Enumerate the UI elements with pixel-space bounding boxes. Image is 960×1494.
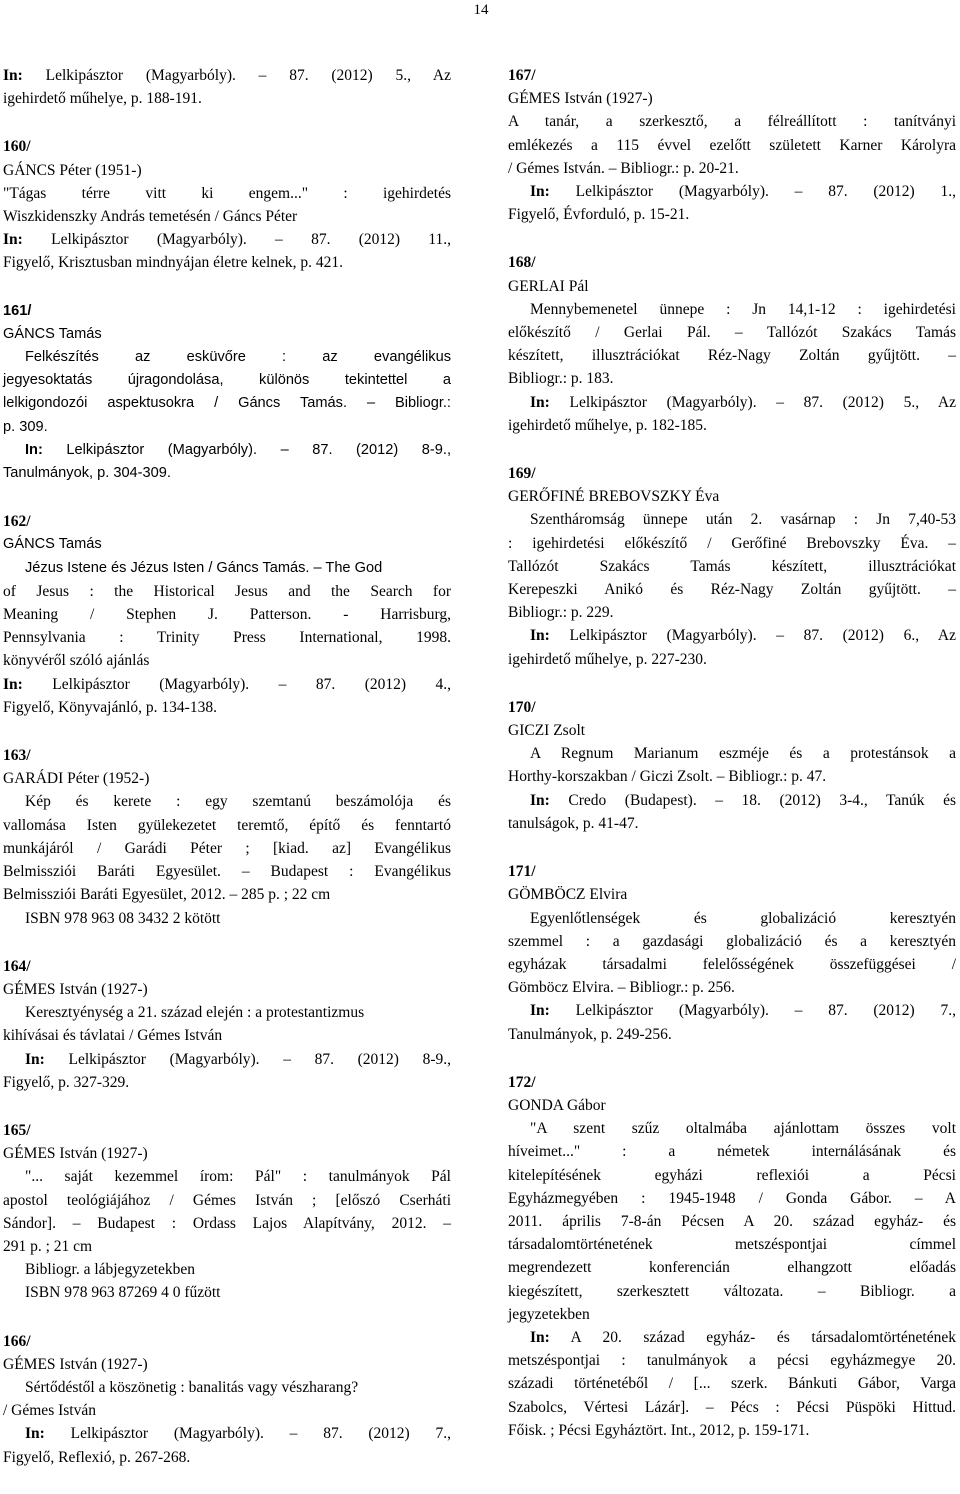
entry-line: ISBN 978 963 87269 4 0 fűzött: [25, 1284, 221, 1302]
entry-line: A Regnum Marianum eszméje és a protestánsok a: [530, 745, 956, 763]
entry-164: [3, 955, 451, 1094]
entry-line: igehirdető műhelye, p. 182-185.: [508, 416, 707, 434]
entry-line: "A szent szűz oltalmába ajánlottam összes volt: [530, 1120, 956, 1138]
entry-line: Egyházmegyében : 1945-1948 / Gonda Gábor. – A: [508, 1189, 956, 1207]
entry-line: Belmissziói Baráti Egyesület, 2012. – 285 p. ; 22 cm: [3, 886, 331, 904]
entry-170: [508, 696, 956, 835]
entry-line: Jézus Istene és Jézus Isten / Gáncs Tamás. – The God: [25, 559, 383, 576]
entry-number: 161/: [3, 302, 32, 319]
entry-line: In: Lelkipásztor (Magyarbóly). – 87. (2012) 11.,: [3, 231, 451, 249]
entry-number: 170/: [508, 698, 536, 716]
entry-line: Figyelő, Krisztusban mindnyájan életre kelnek, p. 421.: [3, 254, 344, 272]
entry-line: jegyzetekben: [508, 1305, 590, 1323]
entry-line: Egyenlőtlenségek és globalizáció keresztyén: [530, 909, 956, 927]
entry-171: [508, 860, 956, 1046]
entry-line: / Gémes István: [3, 1402, 96, 1420]
entry-line: Figyelő, Könyvajánló, p. 134-138.: [3, 698, 217, 716]
entry-163: [3, 744, 451, 930]
entry-line: tanulságok, p. 41-47.: [508, 814, 639, 832]
entry-author: GERLAI Pál: [508, 277, 589, 295]
entry-number: 169/: [508, 465, 536, 483]
entry-line: In: Lelkipásztor (Magyarbóly). – 87. (2012) 8-9.,: [25, 441, 451, 458]
entry-line: In: Lelkipásztor (Magyarbóly). – 87. (2012) 1.,: [530, 183, 956, 201]
entry-172: [508, 1071, 956, 1442]
entry-line: kihívásai és távlatai / Gémes István: [3, 1027, 223, 1045]
entry-author: GÉMES István (1927-): [3, 1145, 148, 1163]
entry-author: GÁNCS Tamás: [3, 325, 102, 342]
entry-line: In: Lelkipásztor (Magyarbóly). – 87. (2012) 8-9.,: [25, 1050, 451, 1068]
entry-161: [3, 300, 451, 486]
entry-line: előkészítő / Gerlai Pál. – Tallózót Szakács Tamás: [508, 324, 956, 342]
entry-author: GICZI Zsolt: [508, 722, 586, 740]
entry-line: Figyelő, Reflexió, p. 267-268.: [3, 1448, 191, 1466]
entry-line: p. 309.: [3, 418, 48, 435]
entry-line: Bibliogr.: p. 229.: [508, 604, 614, 622]
entry-line: Bibliogr.: p. 183.: [508, 370, 614, 388]
entry-167: [508, 64, 956, 226]
entry-line: társadalomtörténetének metszéspontjai címmel: [508, 1236, 956, 1254]
entry-line: századi történetéből / [... szerk. Bánkuti Gábor, Varga: [508, 1375, 956, 1393]
entry-number: 172/: [508, 1073, 536, 1091]
entry-166: [3, 1330, 451, 1469]
entry-line: készített, illusztrációkat Réz-Nagy Zoltán gyűjtött. –: [508, 347, 956, 365]
entry-line: Kép és kerete : egy szemtanú beszámolója és: [25, 793, 451, 811]
entry-number: 171/: [508, 863, 536, 881]
entry-author: GONDA Gábor: [508, 1096, 606, 1114]
entry-line: Belmissziói Baráti Egyesület. – Budapest : Evangélikus: [3, 863, 451, 881]
entry-line: emlékezés a 115 évvel ezelőtt született Karner Károlyra: [508, 136, 956, 154]
entry-number: 162/: [3, 513, 31, 531]
entry-line: jegyesoktatás újragondolása, különös tekintettel a: [3, 372, 451, 389]
entry-169: [508, 462, 956, 671]
entry-line: / Gémes István. – Bibliogr.: p. 20-21.: [508, 159, 739, 177]
entry-line: Bibliogr. a lábjegyzetekben: [25, 1261, 196, 1279]
entry-line: egyházak társadalmi felelősségének összefüggései /: [508, 955, 956, 973]
entry-line: Keresztyénység a 21. század elején : a protestantizmus: [25, 1004, 365, 1022]
entry-line: Mennybemenetel ünnepe : Jn 14,1-12 : igehirdetési: [530, 300, 956, 318]
entry-line: kiegészített, szerkesztett változata. – Bibliogr. a: [508, 1282, 956, 1300]
entry-author: GÉMES István (1927-): [3, 1355, 148, 1373]
left-column: [3, 64, 451, 1494]
entry-line: vallomása Isten gyülekezetet teremtő, építő és fenntartó: [3, 816, 451, 834]
entry-number: 167/: [508, 67, 536, 84]
entry-168: [508, 251, 956, 437]
entry-line: : igehirdetési előkészítő / Gerőfiné Brebovszky Éva. –: [508, 534, 956, 552]
entry-line: Főisk. ; Pécsi Egyháztört. Int., 2012, p. 159-171.: [508, 1421, 810, 1439]
entry-line: 291 p. ; 21 cm: [3, 1237, 93, 1255]
entry-line: kitelepítésének egyházi reflexiói a Pécsi: [508, 1166, 956, 1184]
entry-line: metszéspontjai : tanulmányok a pécsi egyházmegye 20.: [508, 1352, 956, 1370]
entry-line: igehirdető műhelye, p. 188-191.: [3, 90, 202, 108]
entry-line: Figyelő, Évforduló, p. 15-21.: [508, 206, 690, 224]
entry-line: Szentháromság ünnepe után 2. vasárnap : Jn 7,40-53: [530, 511, 956, 529]
entry-line: könyvéről szóló ajánlás: [3, 652, 150, 670]
entry-line: In: Lelkipásztor (Magyarbóly). – 87. (2012) 4.,: [3, 675, 451, 693]
entry-line: megrendezett konferencián elhangzott előadás: [508, 1259, 956, 1277]
entry-line: Felkészítés az esküvőre : az evangélikus: [25, 349, 451, 366]
entry-line: In: Lelkipásztor (Magyarbóly). – 87. (2012) 5., Az: [530, 393, 956, 411]
entry-line: Tallózót Szakács Tamás készített, illusztrációkat: [508, 557, 956, 575]
entry-author: GÉMES István (1927-): [508, 90, 653, 108]
entry-author: GARÁDI Péter (1952-): [3, 770, 150, 788]
right-column: [508, 64, 956, 1467]
entry-author: GÁNCS Tamás: [3, 536, 102, 553]
entry-number: 166/: [3, 1332, 31, 1350]
entry-number: 164/: [3, 957, 31, 975]
entry-line: In: Lelkipásztor (Magyarbóly). – 87. (2012) 7.,: [530, 1002, 956, 1020]
entry-line: In: Lelkipásztor (Magyarbóly). – 87. (2012) 6., Az: [530, 627, 956, 645]
entry-line: Sándor]. – Budapest : Ordass Lajos Alapítvány, 2012. –: [3, 1214, 451, 1232]
entry-line: "Tágas térre vitt ki engem..." : igehirdetés: [3, 184, 451, 202]
entry-author: GÖMBÖCZ Elvira: [508, 886, 628, 904]
entry-author: GERŐFINÉ BREBOVSZKY Éva: [508, 488, 720, 506]
entry-line: Wiszkidenszky András temetésén / Gáncs Péter: [3, 208, 298, 226]
entry-165: [3, 1119, 451, 1305]
entry-line: szemmel : a gazdasági globalizáció és a keresztyén: [508, 932, 956, 950]
entry-line: 2011. április 7-8-án Pécsen A 20. század egyház- és: [508, 1212, 956, 1230]
entry-line: In: Credo (Budapest). – 18. (2012) 3-4., Tanúk és: [530, 791, 956, 809]
entry-line: apostol teológiájához / Gémes István ; [előszó Cserháti: [3, 1191, 451, 1209]
entry-author: GÉMES István (1927-): [3, 980, 148, 998]
entry-line: Tanulmányok, p. 249-256.: [508, 1025, 672, 1043]
entry-line: munkájáról / Garádi Péter ; [kiad. az] Evangélikus: [3, 839, 451, 857]
entry-line: igehirdető műhelye, p. 227-230.: [508, 650, 707, 668]
entry-line: híveimet..." : a németek internálásának és: [508, 1143, 956, 1161]
entry-line: In: Lelkipásztor (Magyarbóly). – 87. (2012) 7.,: [25, 1425, 451, 1443]
entry-line: Tanulmányok, p. 304-309.: [3, 465, 171, 482]
entry-line: Szabolcs, Vértesi Lázár]. – Pécs : Pécsi Püspöki Hittud.: [508, 1398, 956, 1416]
entry-line: Sértődéstől a köszönetig : banalitás vagy vészharang?: [25, 1378, 359, 1396]
entry-160: [3, 135, 451, 274]
entry-continuation: [3, 64, 451, 110]
entry-line: Horthy-korszakban / Giczi Zsolt. – Bibliogr.: p. 47.: [508, 768, 827, 786]
entry-line: lelkigondozói aspektusokra / Gáncs Tamás. – Bibliogr.:: [3, 395, 451, 412]
entry-line: In: A 20. század egyház- és társadalomtörténetének: [530, 1328, 956, 1346]
entry-line: Kerepeszki Anikó és Réz-Nagy Zoltán gyűjtött. –: [508, 581, 956, 599]
entry-line: Gömböcz Elvira. – Bibliogr.: p. 256.: [508, 979, 735, 997]
entry-line: Meaning / Stephen J. Patterson. - Harrisburg,: [3, 606, 451, 624]
entry-line: ISBN 978 963 08 3432 2 kötött: [25, 909, 221, 927]
entry-number: 163/: [3, 747, 31, 765]
entry-number: 160/: [3, 138, 31, 156]
entry-162: [3, 510, 451, 719]
entry-number: 165/: [3, 1121, 31, 1139]
entry-line: of Jesus : the Historical Jesus and the Search for: [3, 582, 451, 600]
entry-line: A tanár, a szerkesztő, a félreállított : tanítványi: [508, 113, 956, 131]
entry-author: GÁNCS Péter (1951-): [3, 161, 142, 179]
entry-line: In: Lelkipásztor (Magyarbóly). – 87. (2012) 5., Az: [3, 67, 451, 84]
entry-number: 168/: [508, 254, 536, 272]
page-number: 14: [473, 2, 489, 18]
entry-line: Pennsylvania : Trinity Press International, 1998.: [3, 629, 451, 647]
entry-line: "... saját kezemmel írom: Pál" : tanulmányok Pál: [25, 1168, 451, 1186]
entry-line: Figyelő, p. 327-329.: [3, 1073, 130, 1091]
